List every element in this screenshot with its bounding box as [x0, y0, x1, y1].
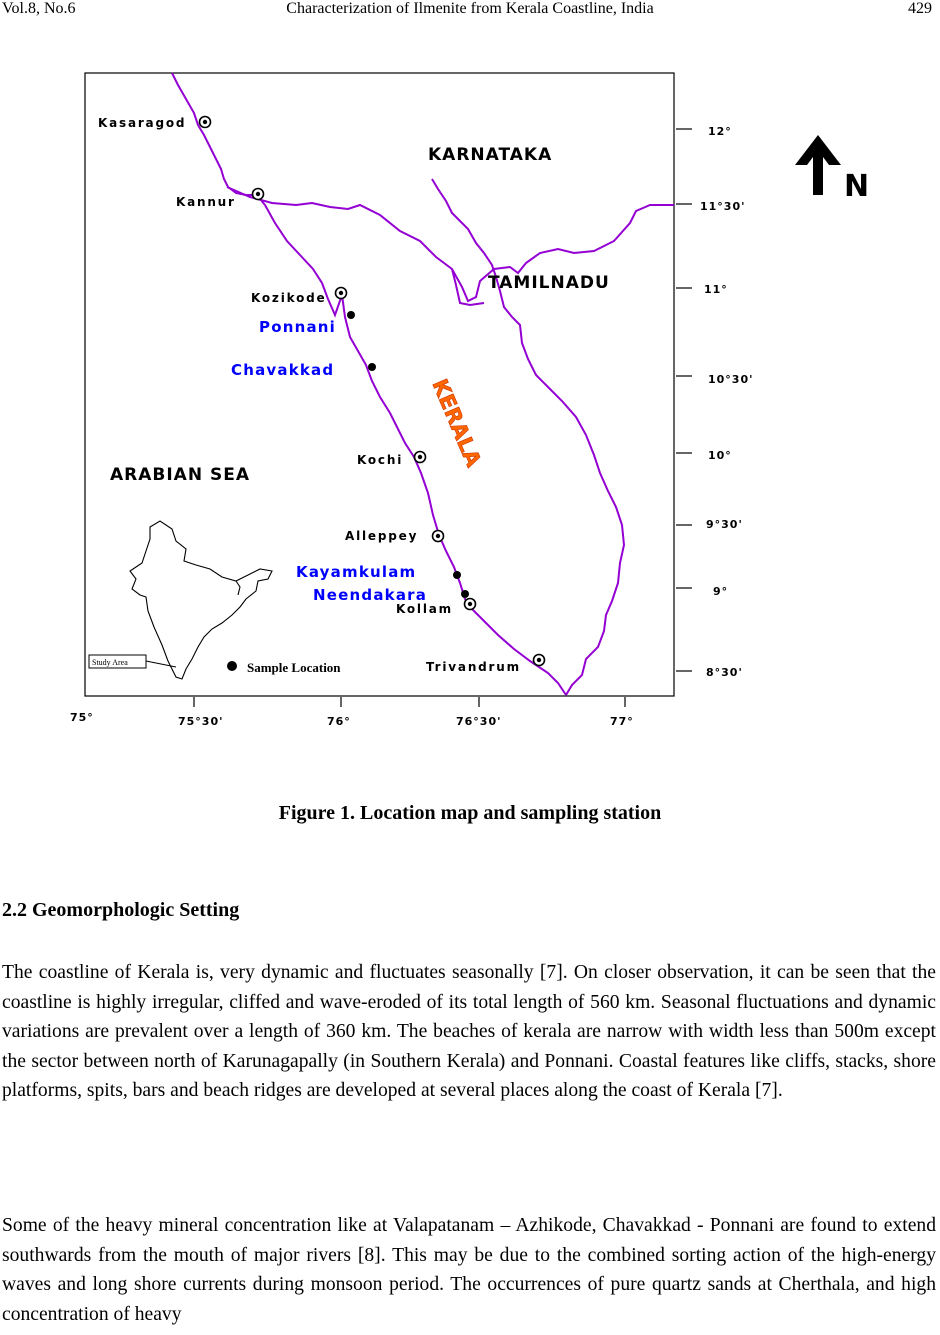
lat-tick-9: 9°	[713, 585, 729, 598]
lat-tick-8-30: 8°30'	[706, 666, 743, 679]
lat-tick-11-30: 11°30'	[700, 200, 746, 213]
lat-tick-9-30: 9°30'	[706, 518, 743, 531]
lon-tick-76-30: 76°30'	[456, 715, 502, 728]
lat-tick-12: 12°	[708, 125, 732, 138]
label-kollam: Kollam	[396, 602, 453, 616]
paragraph-coastline: The coastline of Kerala is, very dynamic and fluctuates seasonally [7]. On closer observation, it can be seen that the coastline is highly irregular, cliffed and wave-eroded of its total length of 560 km. Seasonal fluctuations and dynamic variations are prevalent over a length of 360 km. The beaches of kerala are narrow with width less than 500m except the sector between north of Karunagapally (in Southern Kerala) and Ponnani. Coastal features like cliffs, stacks, shore platforms, spits, bars and beach ridges are developed at several places along the coast of Kerala [7].	[2, 962, 936, 1101]
label-arabian-sea: ARABIAN SEA	[110, 465, 251, 485]
label-kayamkulam: Kayamkulam	[296, 563, 417, 581]
lat-tick-11: 11°	[704, 283, 728, 296]
lon-tick-75-30: 75°30'	[178, 715, 224, 728]
svg-text:N: N	[844, 169, 870, 204]
running-title: Characterization of Ilmenite from Kerala Coastline, India	[286, 0, 654, 17]
page-number: 429	[908, 0, 932, 17]
running-header	[0, 0, 940, 22]
label-neendakara: Neendakara	[313, 586, 428, 604]
label-tamilnadu: TAMILNADU	[488, 273, 610, 293]
section-heading: 2.2 Geomorphologic Setting	[2, 899, 240, 921]
location-map	[0, 55, 940, 745]
label-kerala: KERALA	[427, 375, 486, 471]
figure-caption: Figure 1. Location map and sampling station	[278, 802, 662, 824]
lon-tick-75: 75°	[70, 711, 94, 724]
inset-study-area-label: Study Area	[92, 658, 128, 667]
label-trivandrum: Trivandrum	[426, 660, 521, 674]
label-kozikode: Kozikode	[251, 291, 327, 305]
label-kannur: Kannur	[176, 195, 236, 209]
north-arrow-icon	[795, 135, 869, 204]
lat-tick-10: 10°	[708, 449, 732, 462]
longitude-axis	[194, 697, 625, 707]
lon-tick-76: 76°	[327, 715, 351, 728]
latitude-axis	[676, 129, 692, 671]
lon-tick-77: 77°	[610, 715, 634, 728]
volume-number: Vol.8, No.6	[2, 0, 76, 17]
legend-marker	[227, 661, 237, 671]
label-kasaragod: Kasaragod	[98, 116, 187, 130]
label-kochi: Kochi	[357, 453, 404, 467]
label-karnataka: KARNATAKA	[428, 145, 553, 165]
lat-tick-10-30: 10°30'	[708, 373, 754, 386]
label-ponnani: Ponnani	[259, 318, 336, 336]
label-alleppey: Alleppey	[345, 529, 419, 543]
legend-sample-location: Sample Location	[247, 660, 341, 675]
label-chavakkad: Chavakkad	[231, 361, 335, 379]
paragraph-heavy-minerals: Some of the heavy mineral concentration like at Valapatanam – Azhikode, Chavakkad - Ponnani are found to extend southwards from the mouth of major rivers [8]. This may be due to the combined sorting action of the high-energy waves and long shore currents during monsoon period. The occurrences of pure quartz sands at Cherthala, and high concentration of heavy	[2, 1215, 936, 1325]
